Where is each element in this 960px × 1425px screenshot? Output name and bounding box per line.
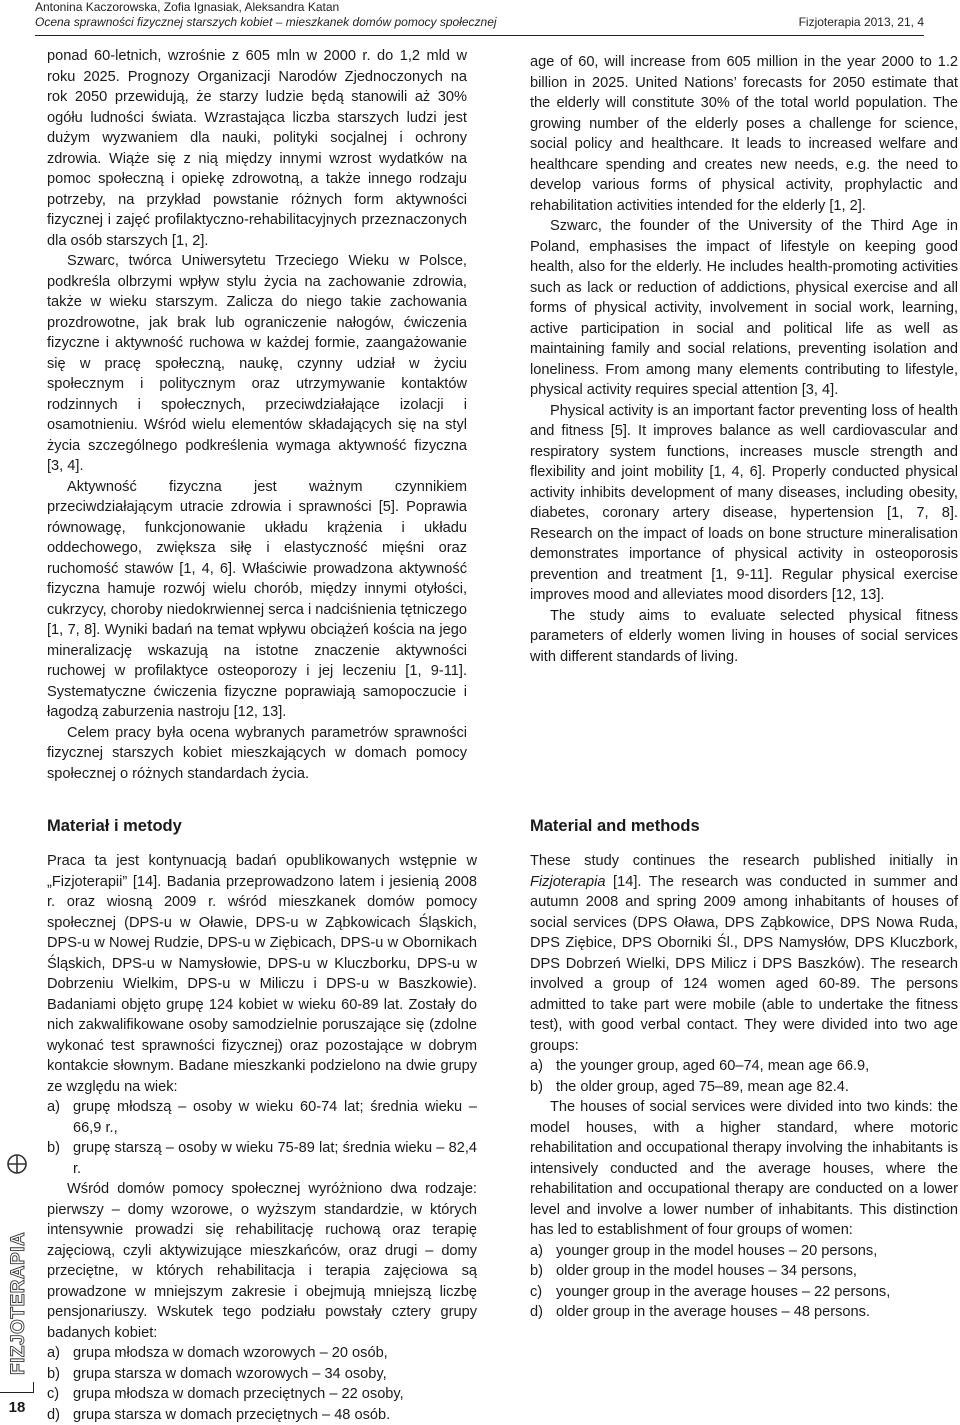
english-paragraph: age of 60, will increase from 605 million in the year 2000 to 1.2 billion in 2025. United Nations’ forecasts for 2050 estimate that the elderly will constitute 30% of the total world population. The growing number of the elderly poses a challenge for science, social policy and healthcare. It leads to increased welfare and healthcare spending and creates new needs, e.g. the need to develop various forms of physical activity, prophylactic and rehabilitation activities intended for the elderly [1, 2].: [530, 52, 958, 216]
journal-name: Fizjoterapia: [530, 874, 605, 890]
polish-methods-paragraph: Wśród domów pomocy społecznej wyróżniono dwa rodzaje: pierwszy – domy wzorowe, o wyższym standardzie, w których intensywnie prowadzi się rehabilitację ruchową oraz terapię zajęciową, czyli aktywizujące mieszkańców, oraz drugi – domy przeciętne, w których rehabilitacja i terapia zajęciowa są prowadzone w mniejszym zakresie i obejmują mniejszą liczbę pensjonariuszy. Wskutek tego podziału powstały cztery grupy badanych kobiet:: [47, 1179, 477, 1343]
polish-study-group-list: [47, 1343, 477, 1425]
list-item: b) grupę starszą – osoby w wieku 75-89 lat; średnia wieku – 82,4 r.: [47, 1138, 477, 1179]
polish-paragraph: Aktywność fizyczna jest ważnym czynnikiem przeciwdziałającym utracie zdrowia i sprawności [5]. Poprawia równowagę, funkcjonowanie układu krążenia i układu oddechowego, zwiększa siłę i elastyczność mięśni oraz ruchomość stawów [1, 4, 6]. Właściwie prowadzona aktywność fizyczna hamuje rozwój wielu chorób, między innymi otyłości, cukrzycy, choroby niedokrwiennej serca i nadciśnienia tętniczego [1, 7, 8]. Wyniki badań na temat wpływu obciążeń kościa na jego mineralizację wskazują na istotne znaczenie aktywności ruchowej w profilaktyce osteoporozy i jej leczeniu [1, 9-11]. Systematyczne ćwiczenia fizyczne poprawiają samopoczucie i łagodzą zaburzenia nastroju [12, 13].: [47, 477, 467, 723]
english-methods-heading: Material and methods: [530, 815, 958, 837]
list-item: a) the younger group, aged 60–74, mean age 66.9,: [530, 1056, 958, 1077]
list-item: c) younger group in the average houses – 22 persons,: [530, 1282, 958, 1303]
english-paragraph: The study aims to evaluate selected physical fitness parameters of elderly women living in houses of social services with different standards of living.: [530, 606, 958, 668]
header-article-title: Ocena sprawności fizycznej starszych kobiet – mieszkanek domów pomocy społecznej: [35, 15, 497, 29]
polish-methods-heading: Materiał i metody: [47, 815, 477, 837]
english-age-group-list: [530, 1056, 958, 1097]
page-number: 18: [0, 1392, 34, 1423]
list-item: b) the older group, aged 75–89, mean age 82.4.: [530, 1077, 958, 1098]
header-divider: [35, 35, 924, 36]
list-item: d) grupa starsza w domach przeciętnych – 48 osób.: [47, 1405, 477, 1425]
list-item: a) grupę młodszą – osoby w wieku 60-74 lat; średnia wieku – 66,9 r.,: [47, 1097, 477, 1138]
english-paragraph: Szwarc, the founder of the University of the Third Age in Poland, emphasises the impact of lifestyle on keeping good health, also for the elderly. He includes health-promoting activities such as lack or reduction of addictions, physical exercise and all forms of physical activity, involvement in social work, learning, active participation in social and political life as well as maintaining family and social relations, preventing isolation and loneliness. From among many elements contributing to lifestyle, physical activity requires special attention [3, 4].: [530, 216, 958, 401]
polish-paragraph: ponad 60-letnich, wzrośnie z 605 mln w 2000 r. do 1,2 mld w roku 2025. Prognozy Organizacji Narodów Zjednoczonych na rok 2050 przewidują, że starzy ludzie będą stanowili aż 30% ogółu ludności świata. Wzrastająca liczba starszych ludzi jest dużym wyzwaniem dla nauki, polityki socjalnej i ochrony zdrowia. Wiąże się z nią między innymi wzrost wydatków na pomoc społeczną i opiekę zdrowotną, a także innego rodzaju potrzeby, na przykład powstanie różnych form aktywności fizycznej i zajęć profilaktyczno-rehabilitacyjnych przeznaczonych dla osób starszych [1, 2].: [47, 46, 467, 251]
polish-intro-column: [47, 46, 467, 784]
list-item: c) grupa młodsza w domach przeciętnych – 22 osoby,: [47, 1384, 477, 1405]
english-intro-column: [530, 52, 958, 667]
logo-mark-icon: [8, 1155, 26, 1173]
header-authors: Antonina Kaczorowska, Zofia Ignasiak, Aleksandra Katan: [35, 0, 339, 14]
list-item: b) older group in the model houses – 34 persons,: [530, 1261, 958, 1282]
polish-methods-column: [47, 815, 477, 1425]
list-item: d) older group in the average houses – 48 persons.: [530, 1302, 958, 1323]
header-journal-info: Fizjoterapia 2013, 21, 4: [799, 15, 924, 29]
polish-paragraph: Szwarc, twórca Uniwersytetu Trzeciego Wieku w Polsce, podkreśla olbrzymi wpływ stylu życia na zachowanie zdrowia, także w wieku starszym. Zalicza do niego takie zachowania prozdrowotne, jak brak lub ograniczenie nałogów, ćwiczenia fizyczne i aktywność ruchowa w każdej formie, zaangażowanie się w pracę społeczną, naukę, czynny udział w życiu społecznym i politycznym oraz utrzymywanie kontaktów rodzinnych i społecznych, przeciwdziałające izolacji i osamotnieniu. Wśród wielu elementów składających się na styl życia szczególnego podkreślenia wymaga aktywność fizyczna [3, 4].: [47, 251, 467, 477]
english-study-group-list: [530, 1241, 958, 1323]
english-paragraph: Physical activity is an important factor preventing loss of health and fitness [5]. It improves balance as well cardiovascular and respiratory system functions, increases muscle strength and flexibility and joint mobility [1, 4, 6]. Properly conducted physical activity inhibits development of many diseases, including obesity, diabetes, coronary artery disease, hypertension [1, 7, 8]. Research on the impact of loads on bone structure mineralisation demonstrates importance of physical activity in osteoporosis prevention and treatment [1, 9-11]. Regular physical exercise improves mood and alleviates mood disorders [12, 13].: [530, 401, 958, 606]
polish-age-group-list: [47, 1097, 477, 1179]
logo-wordmark: FIZJOTERAPIA: [8, 1232, 29, 1375]
running-header: [35, 0, 924, 38]
english-methods-paragraph: These study continues the research published initially in Fizjoterapia [14]. The research was conducted in summer and autumn 2008 and spring 2009 among inhabitants of houses of social services (DPS Oława, DPS Ząbkowice, DPS Nowa Ruda, DPS Ziębice, DPS Oborniki Śl., DPS Namysłów, DPS Kluczbork, DPS Dobrzeń Wielki, DPS Milicz i DPS Baszków). The research involved a group of 124 women aged 60-89. The persons admitted to take part were mobile (able to undertake the fitness test), with good verbal contact. They were divided into two age groups:: [530, 851, 958, 1056]
english-methods-paragraph: The houses of social services were divided into two kinds: the model houses, with a higher standard, where motoric rehabilitation and occupational therapy involving the inhabitants is intensively conducted and the average houses, where the rehabilitation and occupational therapy are conducted on a lower level and involve a lower number of inhabitants. This distinction has led to establishment of four groups of women:: [530, 1097, 958, 1241]
journal-logo: [4, 1150, 30, 1380]
list-item: a) younger group in the model houses – 20 persons,: [530, 1241, 958, 1262]
list-item: b) grupa starsza w domach wzorowych – 34 osoby,: [47, 1364, 477, 1385]
polish-methods-paragraph: Praca ta jest kontynuacją badań opublikowanych wstępnie w „Fizjoterapii” [14]. Badania przeprowadzono latem i jesienią 2008 r. oraz wiosną 2009 r. wśród mieszkanek domów pomocy społecznej (DPS-u w Oławie, DPS-u w Ząbkowicach Śląskich, DPS-u w Nowej Rudzie, DPS-u w Ziębicach, DPS-u w Obornikach Śląskich, DPS-u w Namysłowie, DPS-u w Kluczborku, DPS-u w Dobrzeniu Wielkim, DPS-u w Miliczu i DPS-u w Baszkowie). Badaniami objęto grupę 124 kobiet w wieku 60-89 lat. Zostały do nich zakwalifikowane osoby samodzielnie poruszające się (zdolne wykonać test sprawności fizycznej) oraz pozostające w dobrym kontakcie słownym. Badane mieszkanki podzielono na dwie grupy ze względu na wiek:: [47, 851, 477, 1097]
list-item: a) grupa młodsza w domach wzorowych – 20 osób,: [47, 1343, 477, 1364]
english-methods-column: [530, 815, 958, 1323]
polish-paragraph: Celem pracy była ocena wybranych parametrów sprawności fizycznej starszych kobiet mieszkających w domach pomocy społecznej o różnych standardach życia.: [47, 723, 467, 785]
